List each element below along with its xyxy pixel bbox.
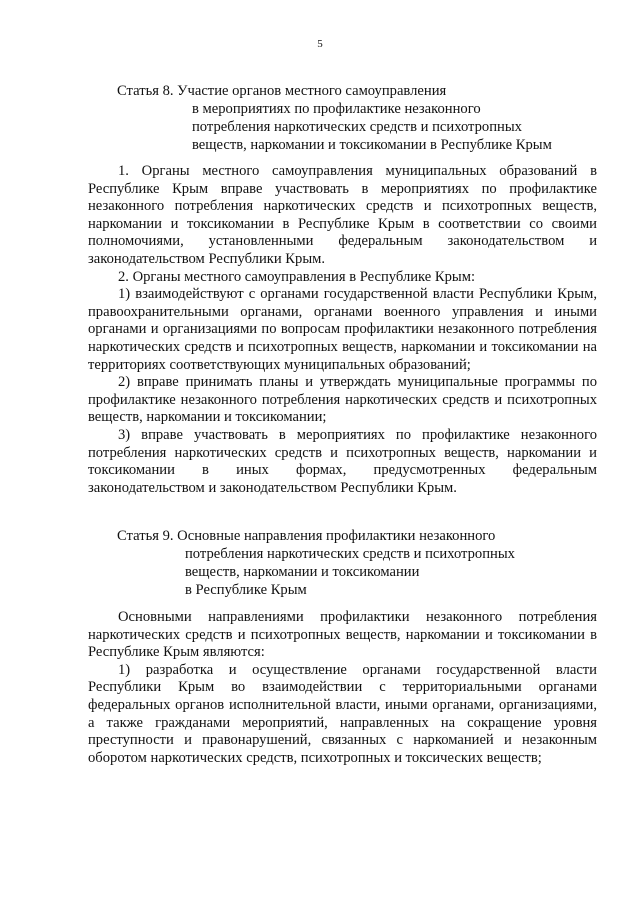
paragraph: 2) вправе принимать планы и утверждать муниципальные программы по профилактике незаконного потребления наркотических средств и психотропных веществ, наркомании и токсикомании; <box>88 374 597 426</box>
paragraph: Основными направлениями профилактики незаконного потребления наркотических средств и психотропных веществ, наркомании и токсикомании в Республике Крым являются: <box>88 609 597 661</box>
paragraph: 1) разработка и осуществление органами государственной власти Республики Крым во взаимодействии с территориальными органами федеральных органов исполнительной власти, иными органами, организациями, а также гражданами мероприятий, направленных на сокращение уровня преступности и правонарушений, связанных с наркоманией и незаконным оборотом наркотических средств, психотропных и токсических веществ; <box>88 661 597 766</box>
paragraph: 2. Органы местного самоуправления в Республике Крым: <box>118 268 476 285</box>
heading-line: в мероприятиях по профилактике незаконного <box>192 101 481 117</box>
heading-line: Статья 8. Участие органов местного самоуправления <box>117 83 447 99</box>
heading-line: веществ, наркомании и токсикомании в Республике Крым <box>192 137 552 153</box>
page-number: 5 <box>317 38 323 50</box>
article-9-body <box>88 609 597 767</box>
heading-line: потребления наркотических средств и психотропных <box>185 546 515 562</box>
heading-line: Статья 9. Основные направления профилактики незаконного <box>117 528 496 544</box>
paragraph: 1) взаимодействуют с органами государственной власти Республики Крым, правоохранительными органами, органами военного управления и иными органами и организациями по вопросам профилактики незаконного потребления наркотических средств и психотропных веществ, наркомании и токсикомании на территориях соответствующих муниципальных образований; <box>88 286 597 373</box>
paragraph: 1. Органы местного самоуправления муниципальных образований в Республике Крым вправе участвовать в мероприятиях по профилактике незаконного потребления наркотических средств и психотропных веществ, наркомании и токсикомании в Республике Крым в соответствии со своими полномочиями, установленными федеральным законодательством и законодательством Республики Крым. <box>88 163 597 267</box>
heading-line: в Республике Крым <box>185 582 307 598</box>
paragraph: 3) вправе участвовать в мероприятиях по профилактике незаконного потребления наркотических средств и психотропных веществ, наркомании и токсикомании в иных формах, предусмотренных федеральным законодательством и законодательством Республики Крым. <box>88 426 597 496</box>
article-8-heading <box>117 82 597 154</box>
article-8-body <box>88 163 597 497</box>
article-9-heading <box>117 527 597 599</box>
heading-line: веществ, наркомании и токсикомании <box>185 564 420 580</box>
heading-line: потребления наркотических средств и психотропных <box>192 119 522 135</box>
